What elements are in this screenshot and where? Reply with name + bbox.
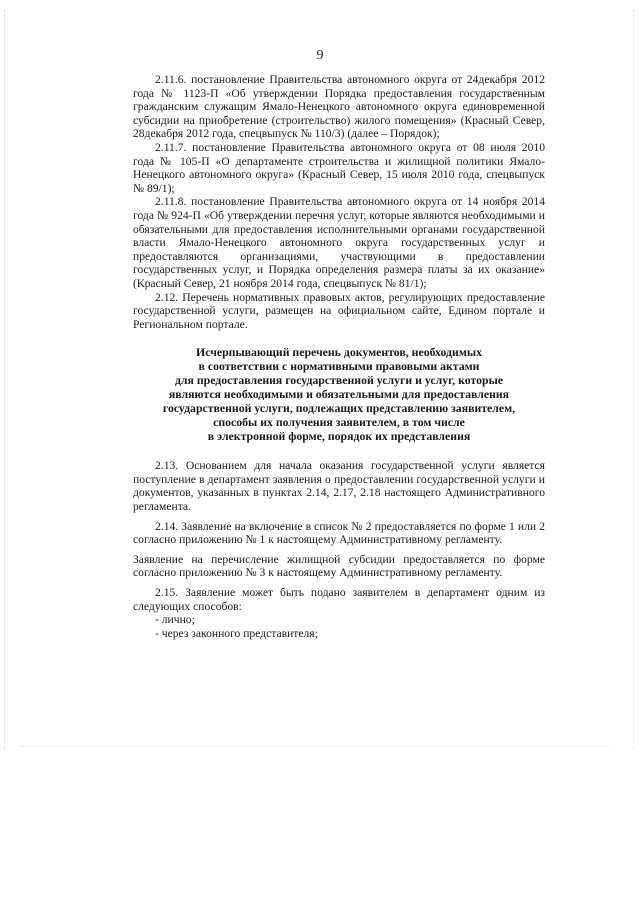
page-number: 9 bbox=[316, 48, 324, 63]
heading-line: государственной услуги, подлежащих представлению заявителем, bbox=[162, 401, 516, 416]
scan-edge-right bbox=[623, 10, 634, 750]
heading-line: являются необходимыми и обязательными для предоставления bbox=[168, 387, 510, 402]
clause-2-15: 2.15. Заявление может быть подано заявителем в департамент одним из следующих способов: bbox=[133, 586, 545, 613]
scan-edge-bottom bbox=[20, 746, 610, 751]
clause-2-14: 2.14. Заявление на включение в список № 2 предоставляется по форме 1 или 2 согласно приложению № 1 к настоящему Административному регламенту. bbox=[133, 519, 545, 547]
heading-line: в электронной форме, порядок их представления bbox=[207, 429, 471, 444]
subsidy-application-paragraph: Заявление на перечисление жилищной субсидии предоставляется по форме согласно приложению № 3 к настоящему Административному регламенту. bbox=[133, 552, 545, 580]
heading-line: Исчерпывающий перечень документов, необходимых bbox=[196, 345, 482, 360]
clause-2-12: 2.12. Перечень нормативных правовых актов, регулирующих предоставление государственной услуги, размещен на официальном сайте, Едином портале и Региональном портале. bbox=[133, 290, 545, 331]
section-heading bbox=[133, 345, 545, 443]
clause-2-11-6: 2.11.6. постановление Правительства автономного округа от 24декабря 2012 года № 1123-П «Об утверждении Порядка предоставления государственным гражданским служащим Ямало-Ненецкого автономного округа единовременной субсидии на приобретение (строительство) жилого помещения» (Красный Север, 28декабря 2012 года, спецвыпуск № 110/3) (далее – Порядок); bbox=[133, 73, 545, 141]
clause-2-13: 2.13. Основанием для начала оказания государственной услуги является поступление в департамент заявления о предоставлении государственной услуги и документов, указанных в пунктах 2.14, 2.17, 2.18 настоящего Административного регламента. bbox=[133, 459, 545, 514]
scan-edge-left bbox=[4, 10, 15, 750]
heading-line: в соответствии с нормативными правовыми актами bbox=[198, 359, 480, 374]
clause-2-11-7: 2.11.7. постановление Правительства автономного округа от 08 июля 2010 года № 105-П «О департаменте строительства и жилищной политики Ямало-Ненецкого автономного округа» (Красный Север, 15 июля 2010 года, спецвыпуск № 89/1); bbox=[133, 140, 545, 195]
clause-2-11-8: 2.11.8. постановление Правительства автономного округа от 14 ноября 2014 года № 924-П «Об утверждении перечня услуг, которые являются необходимыми и обязательными для предоставления исполнительными органами государственной власти Ямало-Ненецкого автономного округа государственных услуг и предоставляются организациями, участвующими в предоставлении государственных услуг, и Порядка определения размера платы за их оказание» (Красный Север, 21 ноября 2014 года, спецвыпуск № 81/1); bbox=[133, 195, 545, 290]
document-body bbox=[133, 73, 545, 640]
heading-line: способы их получения заявителем, в том числе bbox=[213, 415, 465, 430]
list-item: - через законного представителя; bbox=[155, 626, 318, 640]
list-item: - лично; bbox=[155, 613, 195, 627]
heading-line: для предоставления государственной услуги и услуг, которые bbox=[174, 373, 504, 388]
